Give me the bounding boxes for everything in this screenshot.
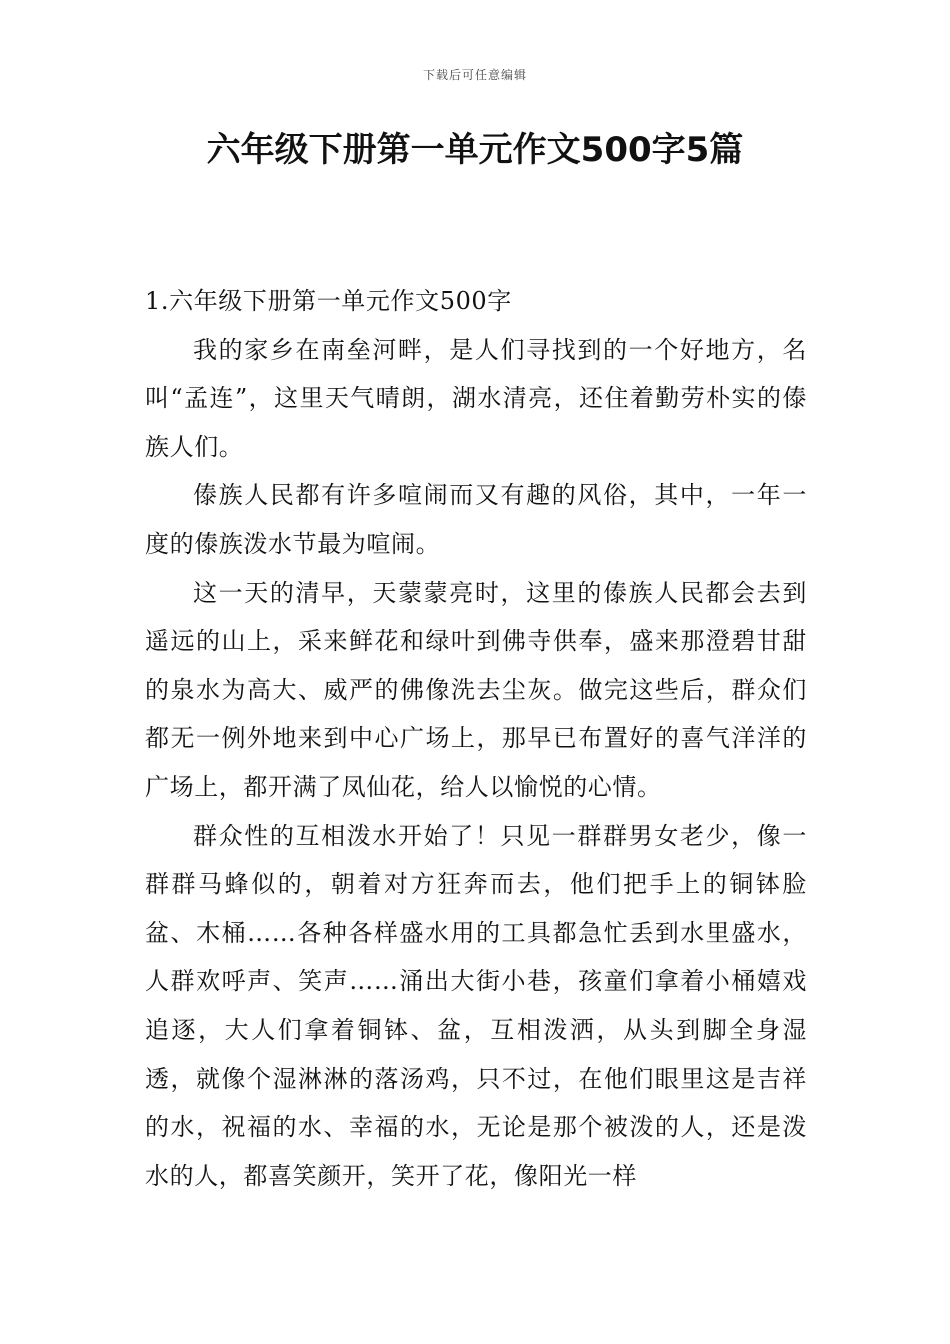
- paragraph: 我的家乡在南垒河畔，是人们寻找到的一个好地方，名叫“孟连”，这里天气晴朗，湖水清亮，还住着勤劳朴实的傣族人们。: [145, 335, 807, 461]
- paragraph: 群众性的互相泼水开始了！只见一群群男女老少，像一群群马蜂似的，朝着对方狂奔而去，他们把手上的铜钵脸盆、木桶……各种各样盛水用的工具都急忙丢到水里盛水，人群欢呼声、笑声……涌出大街小巷，孩童们拿着小桶嬉戏追逐，大人们拿着铜钵、盆，互相泼洒，从头到脚全身湿透，就像个湿淋淋的落汤鸡，只不过，在他们眼里这是吉祥的水，祝福的水、幸福的水，无论是那个被泼的人，还是泼水的人，都喜笑颜开，笑开了花，像阳光一样: [145, 821, 807, 1190]
- paragraph: 傣族人民都有许多喧闹而又有趣的风俗，其中，一年一度的傣族泼水节最为喧闹。: [145, 481, 807, 558]
- paragraph: 这一天的清早，天蒙蒙亮时，这里的傣族人民都会去到遥远的山上，采来鲜花和绿叶到佛寺供奉，盛来那澄碧甘甜的泉水为高大、威严的佛像洗去尘灰。做完这些后，群众们都无一例外地来到中心广场上，那早已布置好的喜气洋洋的广场上，都开满了凤仙花，给人以愉悦的心情。: [145, 578, 807, 801]
- header-note: 下载后可任意编辑: [422, 68, 527, 82]
- document-body: [145, 277, 807, 1200]
- document-title: 六年级下册第一单元作文500字5篇: [206, 130, 744, 170]
- section-heading: 1.六年级下册第一单元作文500字: [145, 287, 512, 315]
